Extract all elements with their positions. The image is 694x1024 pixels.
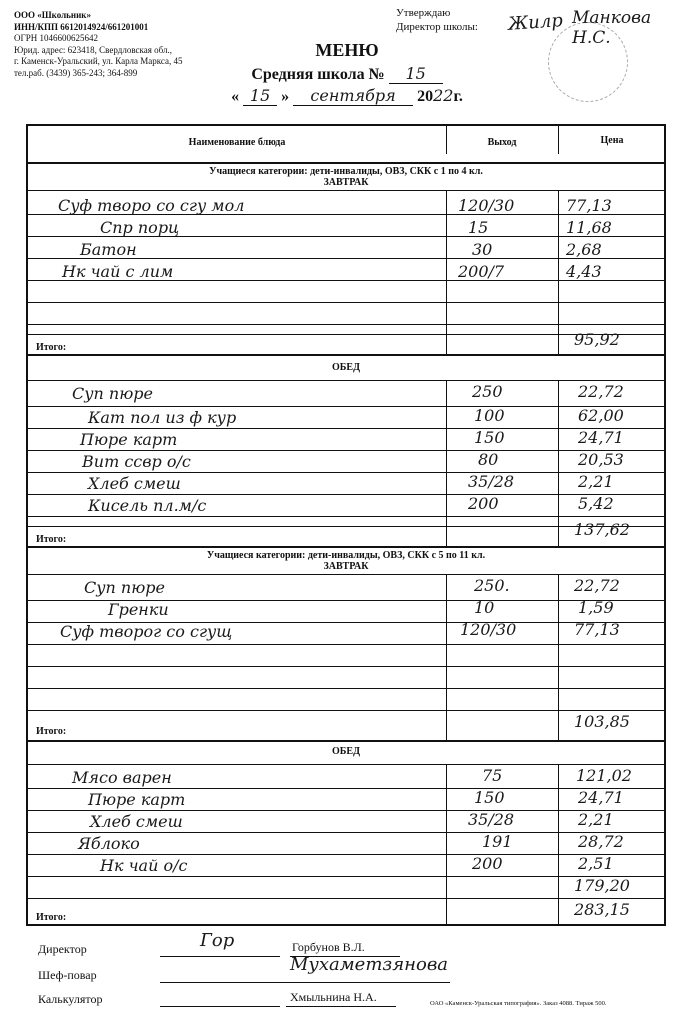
group1-breakfast-title: ЗАВТРАК [323, 177, 369, 188]
group2-title: Учащиеся категории: дети-инвалиды, ОВЗ, СКК с 5 по 11 кл. [206, 550, 486, 561]
g2b-item-1-name: Гренки [108, 600, 169, 619]
director-name: Горбунов В.Л. [292, 940, 365, 954]
g2l-item-2-name: Хлеб смеш [90, 812, 183, 831]
g1l-item-1-output: 100 [474, 406, 505, 425]
menu-table [26, 124, 666, 926]
g2l-item-4-name: Нк чай о/с [100, 856, 188, 875]
approval-block [396, 6, 478, 34]
g1l-item-3-price: 20,53 [578, 450, 624, 469]
g1b-item-0-name: Суф творо со сгу мол [58, 196, 245, 215]
g2l-item-4-price: 2,51 [578, 854, 614, 873]
org-address-1: Юрид. адрес: 623418, Свердловская обл., [14, 44, 172, 55]
g2l-item-0-output: 75 [482, 766, 503, 785]
g1b-item-3-price: 4,43 [566, 262, 602, 281]
date-day: 15 [243, 86, 277, 106]
date-month: сентября [293, 86, 413, 106]
calc-name: Хмыльнина Н.А. [290, 990, 377, 1004]
g2l-item-0-price: 121,02 [576, 766, 632, 785]
g2l-total-label: Итого: [36, 912, 67, 923]
org-name: ООО «Школьник» [14, 10, 91, 20]
date-year-prefix: 20 [417, 88, 434, 105]
g1b-item-0-output: 120/30 [458, 196, 515, 215]
g2b-item-1-price: 1,59 [578, 598, 614, 617]
col-header-price: Цена [600, 135, 624, 146]
date-year-suffix: 22 [433, 86, 454, 105]
g1l-item-4-name: Хлеб смеш [88, 474, 181, 493]
chef-signature: Мухаметзянова [290, 954, 449, 975]
g1l-item-0-price: 22,72 [578, 382, 624, 401]
g2l-item-4-output: 200 [472, 854, 503, 873]
date-line [0, 86, 694, 106]
g2l-total: 283,15 [574, 900, 630, 919]
group1-lunch-title: ОБЕД [332, 362, 360, 373]
g1l-item-2-price: 24,71 [578, 428, 624, 447]
g1l-item-4-price: 2,21 [578, 472, 614, 491]
g1b-total-label: Итого: [36, 342, 67, 353]
approval-signature-name: Манкова Н.С. [572, 8, 652, 48]
g2b-item-0-name: Суп пюре [84, 578, 166, 597]
g1l-item-1-price: 62,00 [578, 406, 624, 425]
g2b-item-2-output: 120/30 [460, 620, 517, 639]
g1l-item-3-name: Вит ссвр о/с [82, 452, 191, 471]
col-header-output: Выход [487, 137, 517, 148]
g2l-subtotal: 179,20 [574, 876, 630, 895]
org-phone: тел.раб. (3439) 365-243; 364-899 [14, 67, 138, 78]
g2l-item-3-output: 191 [482, 832, 513, 851]
date-year-unit: г. [453, 88, 463, 105]
g1l-item-5-name: Кисель пл.м/с [88, 496, 207, 515]
calc-label: Калькулятор [38, 992, 103, 1006]
date-open-quote: « [231, 88, 240, 105]
g1l-item-0-name: Суп пюре [72, 384, 154, 403]
g2b-item-2-price: 77,13 [574, 620, 620, 639]
g2b-item-0-price: 22,72 [574, 576, 620, 595]
g1l-item-5-price: 5,42 [578, 494, 614, 513]
g1b-total: 95,92 [574, 330, 620, 349]
g2l-item-2-price: 2,21 [578, 810, 614, 829]
g2l-item-1-price: 24,71 [578, 788, 624, 807]
g1b-item-2-name: Батон [80, 240, 137, 259]
director-signature: Гор [200, 930, 235, 951]
group2-lunch-title: ОБЕД [332, 746, 360, 757]
g2b-item-0-output: 250. [474, 576, 510, 595]
group2-breakfast-title: ЗАВТРАК [323, 561, 369, 572]
g2b-total: 103,85 [574, 712, 630, 731]
g1l-item-1-name: Кат пол из ф кур [88, 408, 237, 427]
g2l-item-3-price: 28,72 [578, 832, 624, 851]
g1b-item-2-price: 2,68 [566, 240, 602, 259]
g1b-item-3-name: Нк чай с лим [62, 262, 174, 281]
col-header-name: Наименование блюда [188, 137, 286, 148]
org-inn: ИНН/КПП 6612014924/661201001 [14, 21, 149, 32]
g2l-item-1-output: 150 [474, 788, 505, 807]
chef-label: Шеф-повар [38, 968, 97, 982]
group1-title: Учащиеся категории: дети-инвалиды, ОВЗ, СКК с 1 по 4 кл. [209, 166, 483, 177]
school-number: 15 [389, 64, 443, 84]
g1l-item-3-output: 80 [478, 450, 499, 469]
approval-label: Утверждаю [396, 7, 451, 19]
org-ogrn: ОГРН 1046600625642 [14, 33, 98, 44]
g1b-item-1-price: 11,68 [566, 218, 612, 237]
printer-footer: ОАО «Каменск-Уральская типография». Заказ 4088. Тираж 500. [430, 1000, 607, 1007]
date-close-quote: » [281, 88, 290, 105]
g1l-total: 137,62 [574, 520, 630, 539]
g1l-item-2-name: Пюре карт [80, 430, 178, 449]
g1b-item-1-output: 15 [468, 218, 489, 237]
g2b-total-label: Итого: [36, 726, 67, 737]
g2l-item-1-name: Пюре карт [88, 790, 186, 809]
g1l-total-label: Итого: [36, 534, 67, 545]
g1b-item-2-output: 30 [472, 240, 493, 259]
g1b-item-3-output: 200/7 [458, 262, 505, 281]
g1l-item-5-output: 200 [468, 494, 499, 513]
org-address-2: г. Каменск-Уральский, ул. Карла Маркса, 45 [14, 56, 183, 67]
director-label: Директор [38, 942, 87, 956]
g2b-item-2-name: Суф творог со сгущ [60, 622, 233, 641]
page-title: МЕНЮ [315, 40, 379, 60]
g1b-item-0-price: 77,13 [566, 196, 612, 215]
approval-signature: Жилр [507, 10, 564, 35]
school-line [0, 64, 694, 84]
g2l-item-3-name: Яблоко [78, 834, 140, 853]
school-prefix: Средняя школа № [251, 66, 385, 83]
g1l-item-4-output: 35/28 [468, 472, 515, 491]
g1b-item-1-name: Спр порц [100, 218, 180, 237]
g1l-item-0-output: 250 [472, 382, 503, 401]
g2b-item-1-output: 10 [474, 598, 495, 617]
g1l-item-2-output: 150 [474, 428, 505, 447]
g2l-item-0-name: Мясо варен [72, 768, 172, 787]
approval-director-label: Директор школы: [396, 21, 478, 33]
g2l-item-2-output: 35/28 [468, 810, 515, 829]
